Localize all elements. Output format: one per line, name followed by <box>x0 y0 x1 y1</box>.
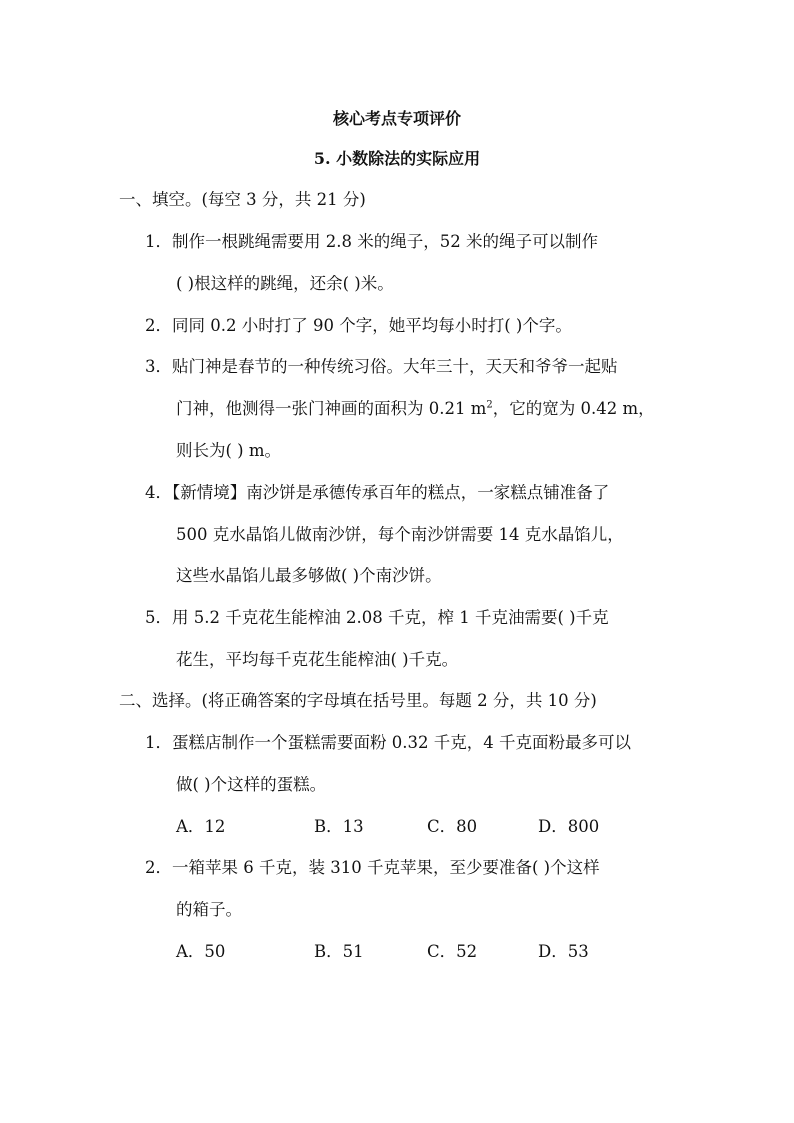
s1-q4-line2: 500 克水晶馅儿做南沙饼，每个南沙饼需要 14 克水晶馅儿， <box>176 525 624 544</box>
s2-q2-option-a: A．50 <box>176 942 226 961</box>
s2-q1-option-c: C．80 <box>427 817 478 836</box>
s2-q2-option-d: D．53 <box>538 942 589 961</box>
s1-q5-line2: 花生，平均每千克花生能榨油( )千克。 <box>176 650 459 669</box>
page-title: 核心考点专项评价 <box>332 109 461 128</box>
page-subtitle: 5. 小数除法的实际应用 <box>313 149 481 168</box>
s2-q1-line1: 1．蛋糕店制作一个蛋糕需要面粉 0.32 千克，4 千克面粉最多可以 <box>145 733 631 752</box>
section2-heading: 二、选择。(将正确答案的字母填在括号里。每题 2 分，共 10 分) <box>119 691 597 710</box>
s2-q1-option-d: D．800 <box>538 817 600 836</box>
s2-q2-line2: 的箱子。 <box>176 900 242 919</box>
section1-heading: 一、填空。(每空 3 分，共 21 分) <box>119 190 366 209</box>
s1-q4-line1: 4．【新情境】南沙饼是承德传承百年的糕点，一家糕点铺准备了 <box>145 483 610 502</box>
s1-q3-line3: 则长为( ) m。 <box>176 441 282 460</box>
s2-q2-line1: 2．一箱苹果 6 千克，装 310 千克苹果，至少要准备( )个这样 <box>145 858 600 877</box>
s1-q1-line1: 1．制作一根跳绳需要用 2.8 米的绳子，52 米的绳子可以制作 <box>145 232 598 251</box>
s2-q2-option-c: C．52 <box>427 942 478 961</box>
s2-q1-option-a: A．12 <box>176 817 226 836</box>
s1-q5-line1: 5．用 5.2 千克花生能榨油 2.08 千克，榨 1 千克油需要( )千克 <box>145 608 609 627</box>
s2-q2-option-b: B．51 <box>314 942 364 961</box>
s1-q3-line1: 3．贴门神是春节的一种传统习俗。大年三十，天天和爷爷一起贴 <box>145 357 618 376</box>
s1-q3-line2-a: 门神，他测得一张门神画的面积为 0.21 m <box>176 399 487 418</box>
s1-q1-line2: ( )根这样的跳绳，还余( )米。 <box>176 274 394 293</box>
s1-q2-line1: 2．同同 0.2 小时打了 90 个字，她平均每小时打( )个字。 <box>145 316 572 335</box>
superscript-2: 2 <box>486 399 493 411</box>
s1-q4-line3: 这些水晶馅儿最多够做( )个南沙饼。 <box>176 566 442 585</box>
s1-q3-line2 <box>176 398 655 420</box>
s1-q3-line2-b: ，它的宽为 0.42 m， <box>492 399 655 418</box>
s2-q1-line2: 做( )个这样的蛋糕。 <box>176 775 327 794</box>
s2-q1-option-b: B．13 <box>314 817 364 836</box>
